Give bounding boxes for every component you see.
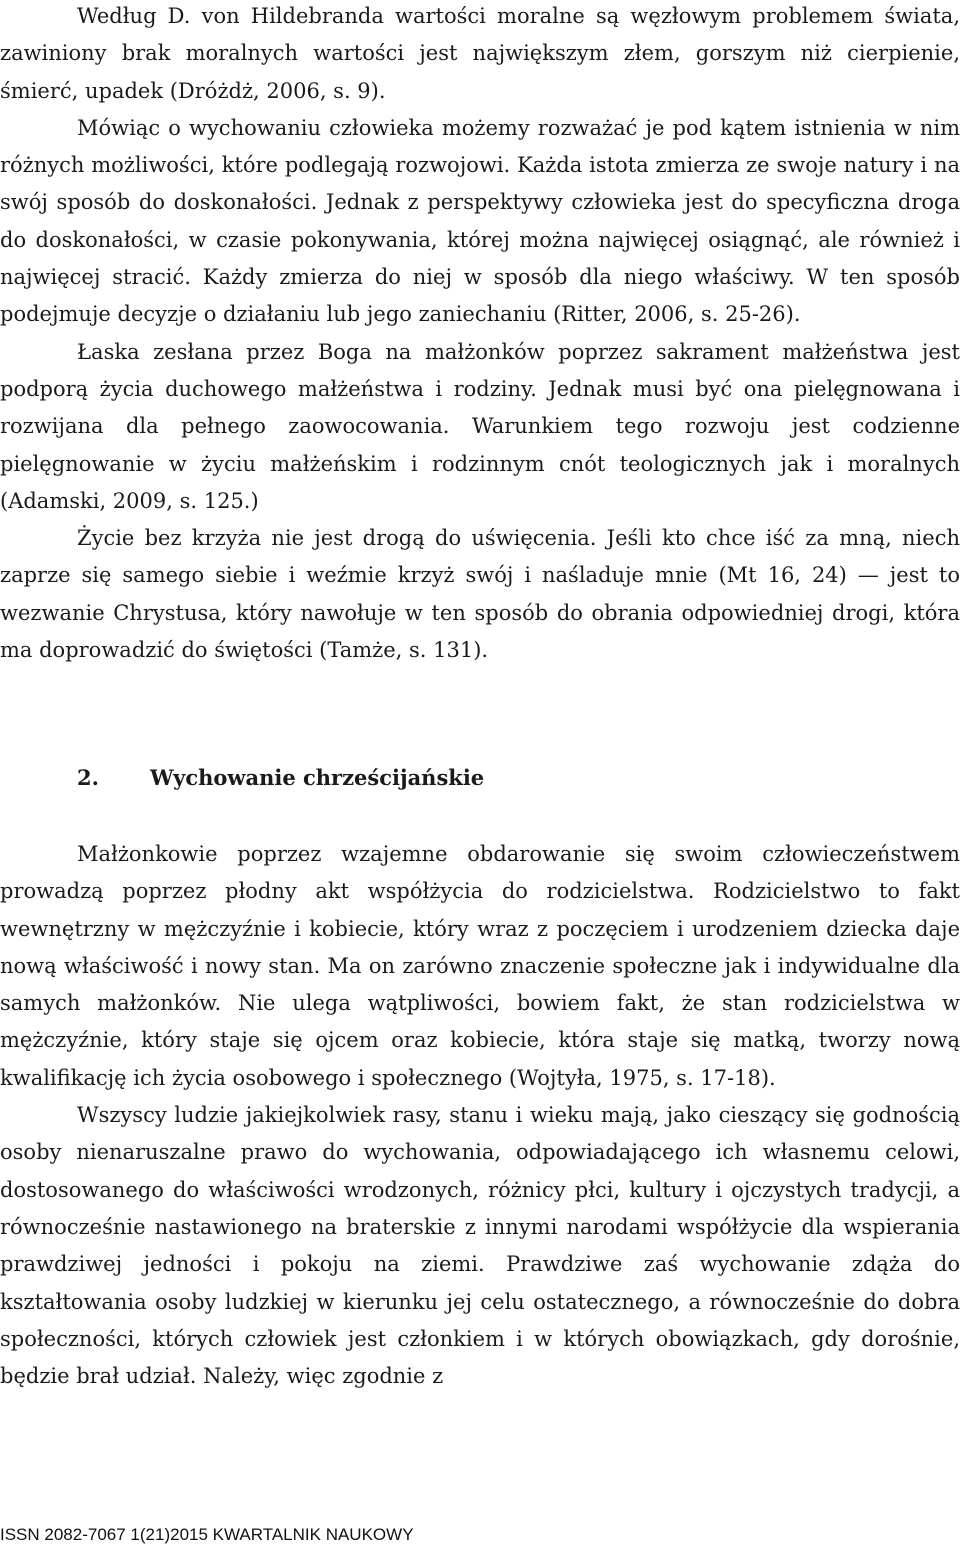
paragraph: Łaska zesłana przez Boga na małżonków poprzez sakrament małżeństwa jest podporą życia duchowego małżeństwa i rodziny. Jednak musi być ona pielęgnowana i rozwijana dla pełnego zaowocowania. Warunkiem tego rozwoju jest codzienne pielęgnowanie w życiu małżeńskim i rodzinnym cnót teologicznych jak i moralnych (Adamski, 2009, s. 125.)	[0, 339, 960, 513]
paragraph: Mówiąc o wychowaniu człowieka możemy rozważać je pod kątem istnienia w nim różnych możliwości, które podlegają rozwojowi. Każda istota zmierza ze swoje natury i na swój sposób do doskonałości. Jednak z perspektywy człowieka jest do specyficzna droga do doskonałości, w czasie pokonywania, której można najwięcej osiągnąć, ale również i najwięcej stracić. Każdy zmierza do niej w sposób dla niego właściwy. W ten sposób podejmuje decyzje o działaniu lub jego zaniechaniu (Ritter, 2006, s. 25-26).	[0, 115, 960, 327]
paragraph: Życie bez krzyża nie jest drogą do uświęcenia. Jeśli kto chce iść za mną, niech zaprze się samego siebie i weźmie krzyż swój i naśladuje mnie (Mt 16, 24) — jest to wezwanie Chrystusa, który nawołuje w ten sposób do obrania odpowiedniej drogi, która ma doprowadzić do świętości (Tamże, s. 131).	[0, 526, 960, 663]
paragraph: Wszyscy ludzie jakiejkolwiek rasy, stanu i wieku mają, jako cieszący się godnością osoby nienaruszalne prawo do wychowania, odpowiadającego ich własnemu celowi, dostosowanego do właściwości wrodzonych, różnicy płci, kultury i ojczystych tradycji, a równocześnie nastawionego na braterskie z innymi narodami współżycie dla wspierania prawdziwej jedności i pokoju na ziemi. Prawdziwe zaś wychowanie zdąża do kształtowania osoby ludzkiej w kierunku jej celu ostatecznego, a równocześnie do dobra społeczności, których człowiek jest członkiem i w których obowiązkach, gdy dorośnie, będzie brał udział. Należy, więc zgodnie z	[0, 1103, 960, 1389]
section-heading	[77, 759, 484, 796]
body-text-top	[0, 0, 960, 669]
section-title: Wychowanie chrześcijańskie	[150, 765, 485, 790]
section-number: 2.	[77, 765, 99, 790]
page-footer: ISSN 2082-7067 1(21)2015 KWARTALNIK NAUKOWY	[0, 1525, 414, 1544]
paragraph: Małżonkowie poprzez wzajemne obdarowanie się swoim człowieczeństwem prowadzą poprzez płodny akt współżycia do rodzicielstwa. Rodzicielstwo to fakt wewnętrzny w mężczyźnie i kobiecie, który wraz z poczęciem i urodzeniem dziecka daje nową właściwość i nowy stan. Ma on zarówno znaczenie społeczne jak i indywidualne dla samych małżonków. Nie ulega wątpliwości, bowiem fakt, że stan rodzicielstwa w mężczyźnie, który staje się ojcem oraz kobiecie, która staje się matką, tworzy nową kwalifikację ich życia osobowego i społecznego (Wojtyła, 1975, s. 17-18).	[0, 842, 960, 1090]
paragraph: Według D. von Hildebranda wartości moralne są węzłowym problemem świata, zawiniony brak moralnych wartości jest największym złem, gorszym niż cierpienie, śmierć, upadek (Dróżdż, 2006, s. 9).	[0, 4, 960, 103]
body-text-bottom	[0, 836, 960, 1395]
